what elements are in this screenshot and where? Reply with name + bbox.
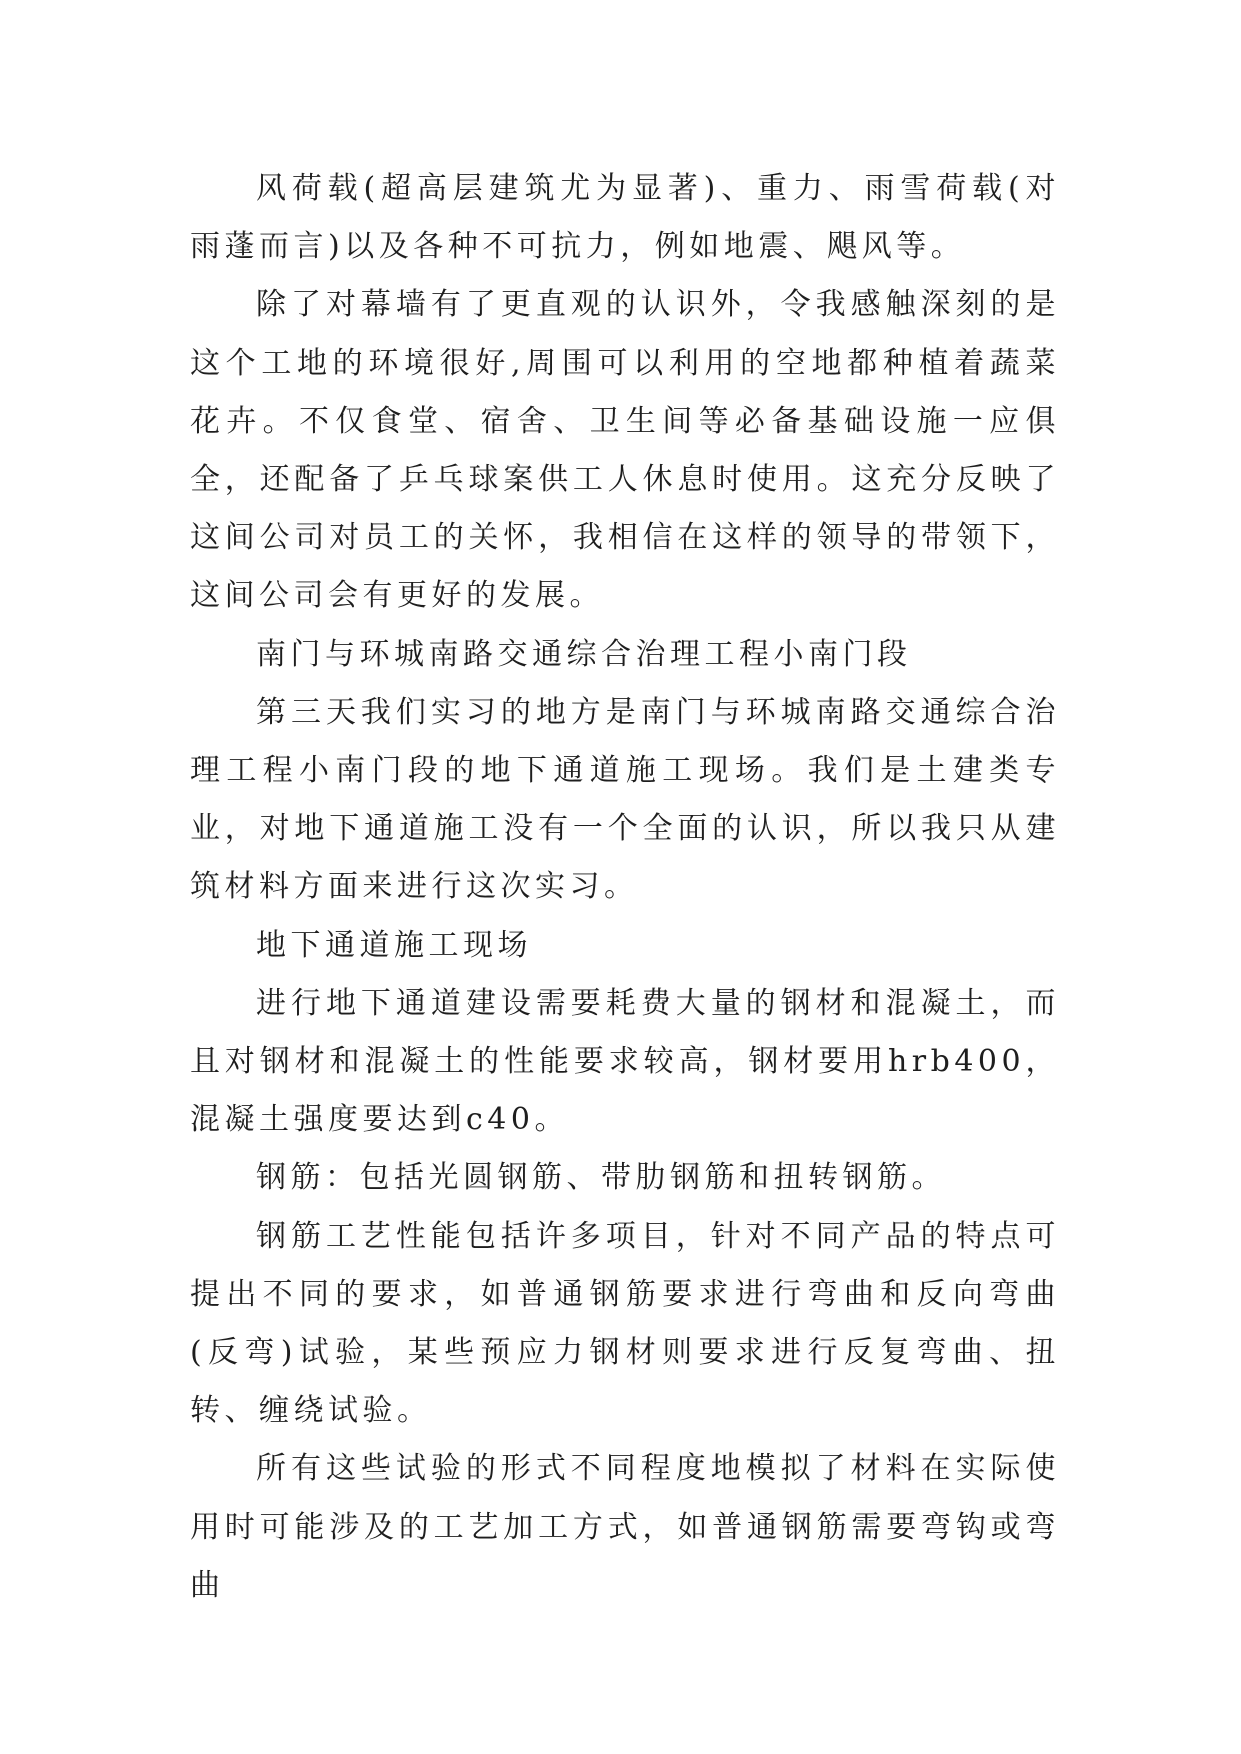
- paragraph-rebar-types: 钢筋：包括光圆钢筋、带肋钢筋和扭转钢筋。: [256, 1160, 946, 1196]
- paragraph-site-environment: 除了对幕墙有了更直观的认识外，令我感触深刻的是这个工地的环境很好,周围可以利用的空地都种植着蔬菜花卉。不仅食堂、宿舍、卫生间等必备基础设施一应俱全，还配备了乒乓球案供工人休息时使用。这充分反映了这间公司对员工的关怀，我相信在这样的领导的带领下，这间公司会有更好的发展。: [190, 287, 1060, 614]
- document-body: [190, 160, 1060, 1615]
- paragraph-day-three: 第三天我们实习的地方是南门与环城南路交通综合治理工程小南门段的地下通道施工现场。我们是土建类专业，对地下通道施工没有一个全面的认识，所以我只从建筑材料方面来进行这次实习。: [190, 694, 1060, 905]
- section-heading-underpass-site: 地下通道施工现场: [256, 927, 532, 963]
- paragraph-materials: 进行地下通道建设需要耗费大量的钢材和混凝土，而且对钢材和混凝土的性能要求较高，钢材要用hrb400，混凝土强度要达到c40。: [190, 985, 1060, 1138]
- paragraph-load-types: 风荷载(超高层建筑尤为显著)、重力、雨雪荷载(对雨蓬而言)以及各种不可抗力，例如地震、飓风等。: [190, 171, 1060, 265]
- paragraph-test-simulation: 所有这些试验的形式不同程度地模拟了材料在实际使用时可能涉及的工艺加工方式，如普通钢筋需要弯钩或弯曲: [190, 1451, 1060, 1603]
- section-heading-xiaonanmen: 南门与环城南路交通综合治理工程小南门段: [256, 636, 912, 672]
- paragraph-rebar-tests: 钢筋工艺性能包括许多项目，针对不同产品的特点可提出不同的要求，如普通钢筋要求进行弯曲和反向弯曲(反弯)试验，某些预应力钢材则要求进行反复弯曲、扭转、缠绕试验。: [190, 1218, 1060, 1429]
